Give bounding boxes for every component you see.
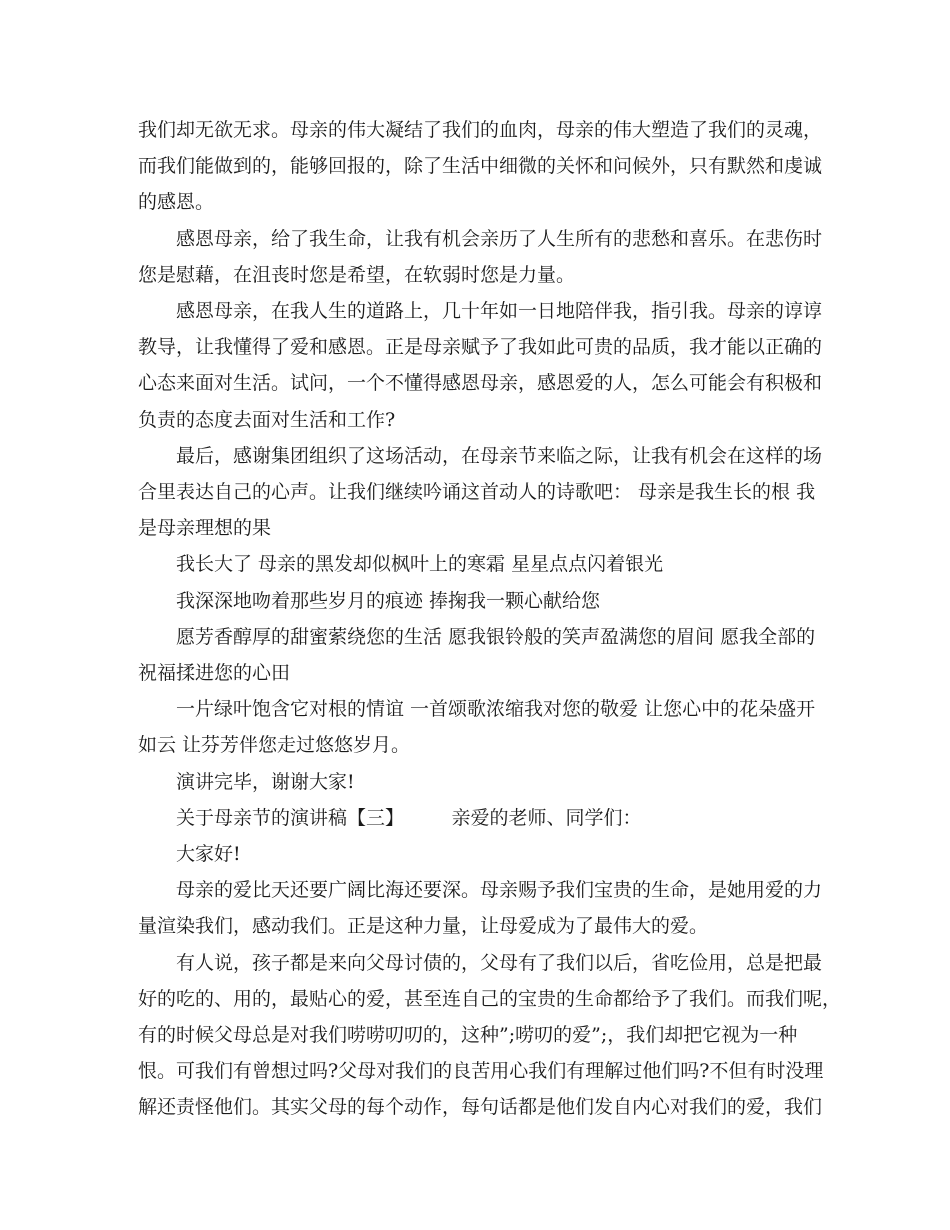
text-line: 心态来面对生活。试问，一个不懂得感恩母亲，感恩爱的人，怎么可能会有积极和 — [138, 372, 823, 395]
text-line: 一片绿叶饱含它对根的情谊 一首颂歌浓缩我对您的敬爱 让您心中的花朵盛开 — [138, 698, 816, 721]
text-line: 愿芳香醇厚的甜蜜萦绕您的生活 愿我银铃般的笑声盈满您的眉间 愿我全部的 — [138, 625, 816, 648]
text-line: 演讲完毕，谢谢大家! — [138, 770, 355, 793]
text-line: 有人说，孩子都是来向父母讨债的，父母有了我们以后，省吃俭用，总是把最 — [138, 951, 823, 974]
text-line: 您是慰藉，在沮丧时您是希望，在软弱时您是力量。 — [138, 263, 576, 286]
text-line: 解还责怪他们。其实父母的每个动作，每句话都是他们发自内心对我们的爱，我们 — [138, 1096, 823, 1119]
text-line: 量渲染我们，感动我们。正是这种力量，让母爱成为了最伟大的爱。 — [138, 915, 709, 938]
text-line: 而我们能做到的，能够回报的，除了生活中细微的关怀和问候外，只有默然和虔诚 — [138, 155, 823, 178]
text-line: 我深深地吻着那些岁月的痕迹 捧掬我一颗心献给您 — [138, 589, 601, 612]
section-heading: 关于母亲节的演讲稿【三】 亲爱的老师、同学们： — [138, 806, 642, 829]
text-line: 感恩母亲，在我人生的道路上，几十年如一日地陪伴我，指引我。母亲的谆谆 — [138, 300, 823, 323]
text-line: 教导，让我懂得了爱和感恩。正是母亲赋予了我如此可贵的品质，我才能以正确的 — [138, 336, 823, 359]
text-line: 我们却无欲无求。母亲的伟大凝结了我们的血肉，母亲的伟大塑造了我们的灵魂， — [138, 119, 823, 141]
text-line: 大家好! — [138, 843, 241, 866]
text-line: 母亲的爱比天还要广阔比海还要深。母亲赐予我们宝贵的生命，是她用爱的力 — [138, 879, 823, 902]
speech-text — [138, 112, 842, 1126]
text-line: 最后，感谢集团组织了这场活动，在母亲节来临之际，让我有机会在这样的场 — [138, 444, 823, 467]
text-line: 恨。可我们有曾想过吗?父母对我们的良苦用心我们有理解过他们吗?不但有时没理 — [138, 1060, 824, 1083]
text-line: 是母亲理想的果 — [138, 517, 272, 540]
text-line: 的感恩。 — [138, 191, 215, 214]
text-line: 如云 让芬芳伴您走过悠悠岁月。 — [138, 734, 411, 757]
text-line: 合里表达自己的心声。让我们继续吟诵这首动人的诗歌吧： 母亲是我生长的根 我 — [138, 481, 816, 504]
text-line: 感恩母亲，给了我生命，让我有机会亲历了人生所有的悲愁和喜乐。在悲伤时 — [138, 227, 823, 250]
text-line: 祝福揉进您的心田 — [138, 662, 291, 685]
text-line: 负责的态度去面对生活和工作? — [138, 408, 396, 431]
text-line: 我长大了 母亲的黑发却似枫叶上的寒霜 星星点点闪着银光 — [138, 553, 664, 576]
text-line: 有的时候父母总是对我们唠唠叨叨的，这种”;唠叨的爱”;，我们却把它视为一种 — [138, 1024, 798, 1047]
text-line: 好的吃的、用的，最贴心的爱，甚至连自己的宝贵的生命都给予了我们。而我们呢， — [138, 987, 842, 1010]
